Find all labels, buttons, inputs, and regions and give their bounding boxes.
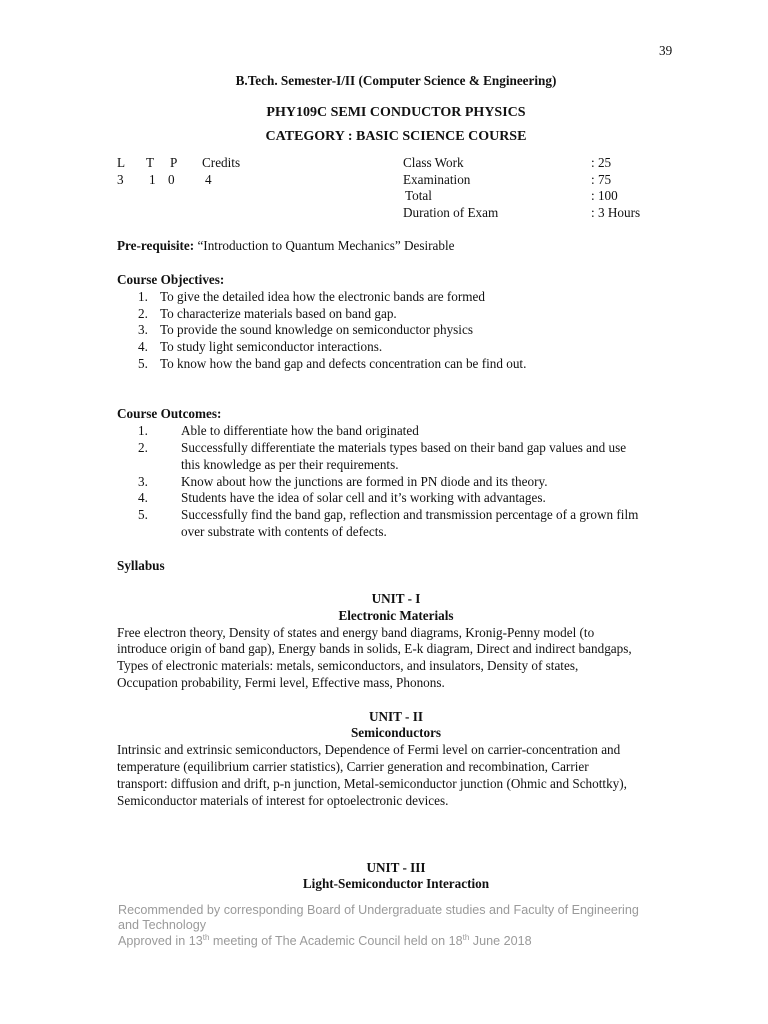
list-item-continuation: this knowledge as per their requirements. [181,457,399,472]
unit-heading: UNIT - II [369,709,423,724]
page-number: 39 [659,43,673,58]
marks-label: Total [405,188,432,203]
unit-title: Light-Semiconductor Interaction [302,876,490,891]
ltp-header-l: L [117,155,126,170]
ltp-header-t: T [146,155,155,170]
list-item: To give the detailed idea how the electronic bands are formed [160,289,485,304]
paragraph-line: Semiconductor materials of interest for optoelectronic devices. [117,793,449,808]
marks-label: Examination [403,172,471,187]
footer-superscript: th [202,932,210,942]
list-item: Able to differentiate how the band originated [181,423,419,438]
list-item-number: 2. [138,306,148,321]
list-item: Know about how the junctions are formed in PN diode and its theory. [181,474,548,489]
ltp-header-credits: Credits [202,155,241,170]
paragraph-line: temperature (equilibrium carrier statistics), Carrier generation and recombination, Carrier [117,759,589,774]
marks-value: : 3 Hours [591,205,641,220]
list-item-number: 4. [138,490,148,505]
paragraph-line: Occupation probability, Fermi level, Effective mass, Phonons. [117,675,445,690]
footer-line: Recommended by corresponding Board of Undergraduate studies and Faculty of Engineering [118,903,639,917]
list-item-number: 5. [138,356,148,371]
paragraph-line: transport: diffusion and drift, p-n junction, Metal-semiconductor junction (Ohmic and Schottky), [117,776,627,791]
course-category: CATEGORY : BASIC SCIENCE COURSE [265,129,527,144]
list-item: To study light semiconductor interactions. [160,339,383,354]
paragraph-line: Free electron theory, Density of states and energy band diagrams, Kronig-Penny model (to [117,625,595,640]
list-item-continuation: over substrate with contents of defects. [181,524,387,539]
list-item: To characterize materials based on band gap. [160,306,397,321]
list-item: Successfully differentiate the materials types based on their band gap values and use [181,440,627,455]
syllabus-heading: Syllabus [117,558,165,573]
footer-text: Approved in 13 [118,934,203,948]
footer-text: June 2018 [469,934,532,948]
list-item-number: 5. [138,507,148,522]
prerequisite-text: “Introduction to Quantum Mechanics” Desirable [197,238,455,253]
marks-value: : 100 [591,188,618,203]
list-item: To provide the sound knowledge on semiconductor physics [160,322,473,337]
marks-label: Duration of Exam [403,205,499,220]
list-item-number: 1. [138,423,148,438]
list-item-number: 2. [138,440,148,455]
prerequisite [117,238,455,255]
ltp-value-t: 1 [149,172,156,187]
unit-title: Semiconductors [350,725,442,740]
list-item: Successfully find the band gap, reflection and transmission percentage of a grown film [181,507,639,522]
list-item: To know how the band gap and defects concentration can be find out. [160,356,527,371]
paragraph-line: introduce origin of band gap), Energy bands in solids, E-k diagram, Direct and indirect bandgaps, [117,641,632,656]
list-item-number: 4. [138,339,148,354]
marks-label: Class Work [403,155,464,170]
unit-heading: UNIT - III [366,860,426,875]
ltp-value-credits: 4 [205,172,212,187]
footer-approval-line [118,934,532,950]
footer-superscript: th [462,932,470,942]
list-item-number: 3. [138,322,148,337]
unit-heading: UNIT - I [371,591,421,606]
footer-text: meeting of The Academic Council held on 18 [209,934,463,948]
marks-value: : 25 [591,155,612,170]
ltp-value-l: 3 [117,172,124,187]
list-item: Students have the idea of solar cell and it’s working with advantages. [181,490,546,505]
unit-title: Electronic Materials [338,608,454,623]
footer-line: and Technology [118,918,206,932]
ltp-value-p: 0 [168,172,175,187]
paragraph-line: Types of electronic materials: metals, semiconductors, and insulators, Density of states, [117,658,579,673]
program-title: B.Tech. Semester-I/II (Computer Science & Engineering) [235,73,557,88]
ltp-header-p: P [170,155,178,170]
objectives-heading: Course Objectives: [117,272,225,287]
prerequisite-label: Pre-requisite: [117,238,195,253]
list-item-number: 1. [138,289,148,304]
course-title: PHY109C SEMI CONDUCTOR PHYSICS [266,105,526,120]
paragraph-line: Intrinsic and extrinsic semiconductors, Dependence of Fermi level on carrier-concentration and [117,742,621,757]
marks-value: : 75 [591,172,612,187]
list-item-number: 3. [138,474,148,489]
outcomes-heading: Course Outcomes: [117,406,222,421]
